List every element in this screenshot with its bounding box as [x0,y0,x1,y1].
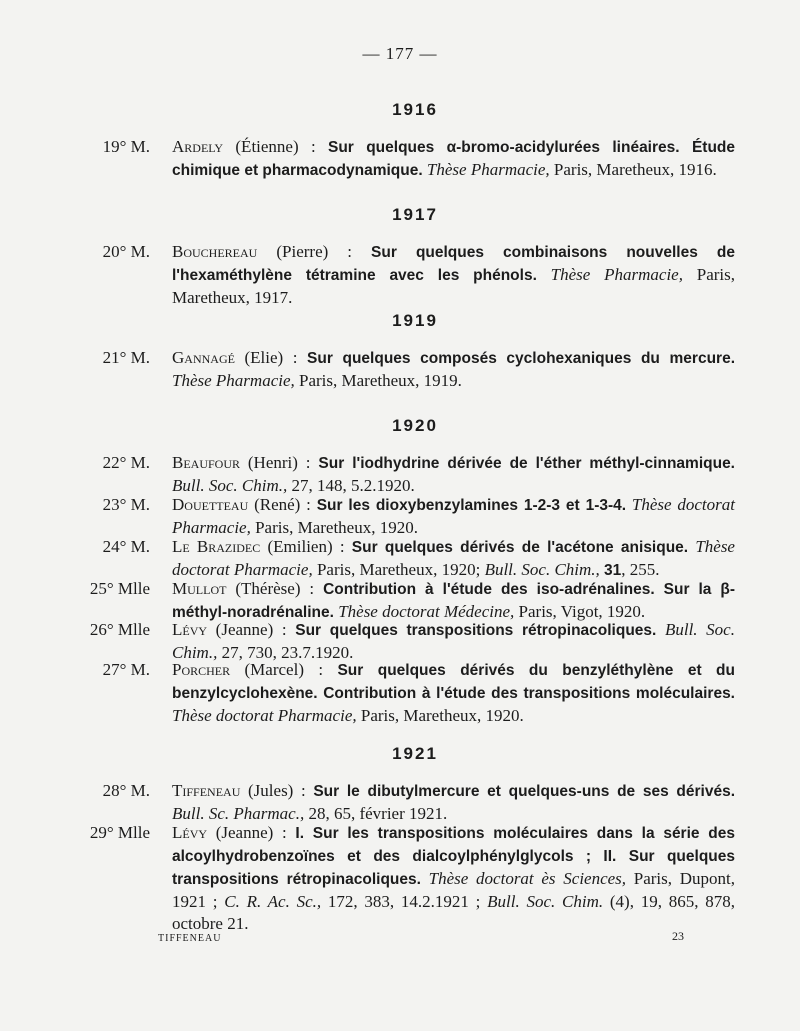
venue: Bull. Soc. Chim., [480,560,600,579]
entry-number: 27° M. [102,660,150,679]
work-title: Sur quelques dérivés de l'acétone anisique. [351,539,689,556]
publication-info: Paris, Maretheux, 1917. [172,265,736,307]
work-title: Sur quelques combinaisons nouvelles de l'hexaméthylène tétramine avec les phénols. [172,244,735,284]
author-name: Tiffeneau [172,781,241,800]
entry-number: 20° M. [102,242,150,261]
entry-text: Douetteau (René) : Sur les dioxybenzylamines 1-2-3 et 1-3-4. Thèse doctorat Pharmacie, Paris, Maretheux, 1920. [172,495,735,537]
work-title: Sur quelques α-bromo-acidylurées linéaires. Étude chimique et pharmacodynamique. [172,139,735,179]
entry-text: Lévy (Jeanne) : I. Sur les transpositions moléculaires dans la série des alcoylhydrobenzoïnes et des dialcoylphénylglycols ; II. Sur quelques transpositions rétropinacoliques. Thèse doctorat ès Sciences, Paris, Dupont, 1921 ; C. R. Ac. Sc., 172, 383, 14.2.1921 ; Bull. Soc. Chim. (4), 19, 865, 878, octobre 21. [172,823,735,933]
year-heading-1917: 1917 [392,205,438,224]
author-name: Porcher [172,660,231,679]
work-title: Contribution à l'étude des iso-adrénalines. Sur la β-méthyl-noradrénaline. [172,581,735,621]
publication-info: Paris, Maretheux, 1916. [549,160,717,179]
publication-info: Paris, Maretheux, 1920. [356,706,524,725]
year-heading-1920: 1920 [392,416,438,435]
entry-text: Ardely (Étienne) : Sur quelques α-bromo-acidylurées linéaires. Étude chimique et pharmacodynamique. Thèse Pharmacie, Paris, Maretheux, 1916. [172,137,735,179]
entry-text: Mullot (Thérèse) : Contribution à l'étude des iso-adrénalines. Sur la β-méthyl-noradrénaline. Thèse doctorat Médecine, Paris, Vigot, 1920. [172,579,735,621]
entry-text: Le Brazidec (Emilien) : Sur quelques dérivés de l'acétone anisique. Thèse doctorat Pharmacie, Paris, Maretheux, 1920; Bull. Soc. Chim., 31, 255. [172,537,735,579]
work-title: Sur quelques composés cyclohexaniques du mercure. [307,350,736,367]
publication-info: 172, 383, 14.2.1921 ; [321,892,481,911]
publication-info: 27, 730, 23.7.1920. [217,643,354,662]
entry-number: 25° Mlle [89,579,150,598]
entry-number: 21° M. [102,348,150,367]
entry-number: 24° M. [102,537,150,556]
venue: Bull. Soc. Chim., [172,620,735,662]
entry-number: 22° M. [102,453,150,472]
venue: Thèse doctorat Médecine, [333,602,515,621]
year-heading-1919: 1919 [392,311,438,330]
entry-number: 19° M. [102,137,150,156]
volume-number: 31 [604,562,622,579]
publication-info: , 255. [621,560,660,579]
entry-text: Tiffeneau (Jules) : Sur le dibutylmercure et quelques-uns de ses dérivés. Bull. Sc. Pharmac., 28, 65, février 1921. [172,781,736,823]
footer-signature: TIFFENEAU [158,933,222,944]
entry-number: 23° M. [102,495,150,514]
work-title: Sur les dioxybenzylamines 1-2-3 et 1-3-4. [316,497,627,514]
year-heading-1921: 1921 [392,744,438,763]
author-name: Le Brazidec [172,537,261,556]
author-name: Lévy [172,620,208,639]
publication-info: 27, 148, 5.2.1920. [287,476,415,495]
venue: Bull. Sc. Pharmac., [172,804,305,823]
work-title: Sur l'iodhydrine dérivée de l'éther méthyl-cinnamique. [318,455,735,472]
author-name: Gannagé [172,348,235,367]
entry-text: Bouchereau (Pierre) : Sur quelques combinaisons nouvelles de l'hexaméthylène tétramine avec les phénols. Thèse Pharmacie, Paris, Maretheux, 1917. [172,242,736,307]
entry-number: 26° Mlle [89,620,150,639]
venue: Thèse doctorat Pharmacie, [172,495,735,537]
venue: Thèse Pharmacie, [422,160,550,179]
venue: C. R. Ac. Sc., [217,892,322,911]
publication-info: Paris, Dupont, 1921 ; [172,869,735,911]
publication-info: 28, 65, février 1921. [304,804,448,823]
entry-number: 29° Mlle [89,823,150,842]
entry-text: Gannagé (Elie) : Sur quelques composés cyclohexaniques du mercure. Thèse Pharmacie, Paris, Maretheux, 1919. [172,348,736,390]
venue: Bull. Soc. Chim., [172,476,288,495]
entry-number: 28° M. [102,781,150,800]
footer-sheet-number: 23 [672,929,684,943]
venue: Thèse doctorat ès Sciences, [420,869,627,888]
year-heading-1916: 1916 [392,100,438,119]
publication-info: Paris, Vigot, 1920. [514,602,646,621]
work-title: I. Sur les transpositions moléculaires dans la série des alcoylhydrobenzoïnes et des dialcoylphénylglycols ; II. Sur quelques transpositions rétropinacoliques. [172,825,735,888]
venue: Thèse Pharmacie, [536,265,683,284]
venue: Thèse doctorat Pharmacie, [172,537,735,579]
venue: Bull. Soc. Chim. [480,892,604,911]
venue: Thèse doctorat Pharmacie, [172,706,357,725]
publication-info: Paris, Maretheux, 1919. [294,371,462,390]
author-name: Bouchereau [172,242,258,261]
entry-text: Beaufour (Henri) : Sur l'iodhydrine dérivée de l'éther méthyl-cinnamique. Bull. Soc. Chim., 27, 148, 5.2.1920. [172,453,735,495]
work-title: Sur quelques dérivés du benzyléthylène et du benzylcyclohexène. Contribution à l'étude des transpositions moléculaires. [172,662,735,702]
publication-info: Paris, Maretheux, 1920. [250,518,418,537]
work-title: Sur le dibutylmercure et quelques-uns de ses dérivés. [313,783,736,800]
author-name: Ardely [172,137,224,156]
page-number: — 177 — [362,44,438,63]
author-name: Beaufour [172,453,241,472]
author-name: Douetteau [172,495,249,514]
work-title: Sur quelques transpositions rétropinacoliques. [295,622,657,639]
entry-text: Lévy (Jeanne) : Sur quelques transpositions rétropinacoliques. Bull. Soc. Chim., 27, 730, 23.7.1920. [172,620,735,662]
venue: Thèse Pharmacie, [172,371,295,390]
author-name: Lévy [172,823,208,842]
author-name: Mullot [172,579,227,598]
entry-text: Porcher (Marcel) : Sur quelques dérivés du benzyléthylène et du benzylcyclohexène. Contribution à l'étude des transpositions moléculaires. Thèse doctorat Pharmacie, Paris, Maretheux, 1920. [172,660,735,725]
publication-info: (4), 19, 865, 878, octobre 21. [172,892,735,933]
publication-info: Paris, Maretheux, 1920; [312,560,481,579]
